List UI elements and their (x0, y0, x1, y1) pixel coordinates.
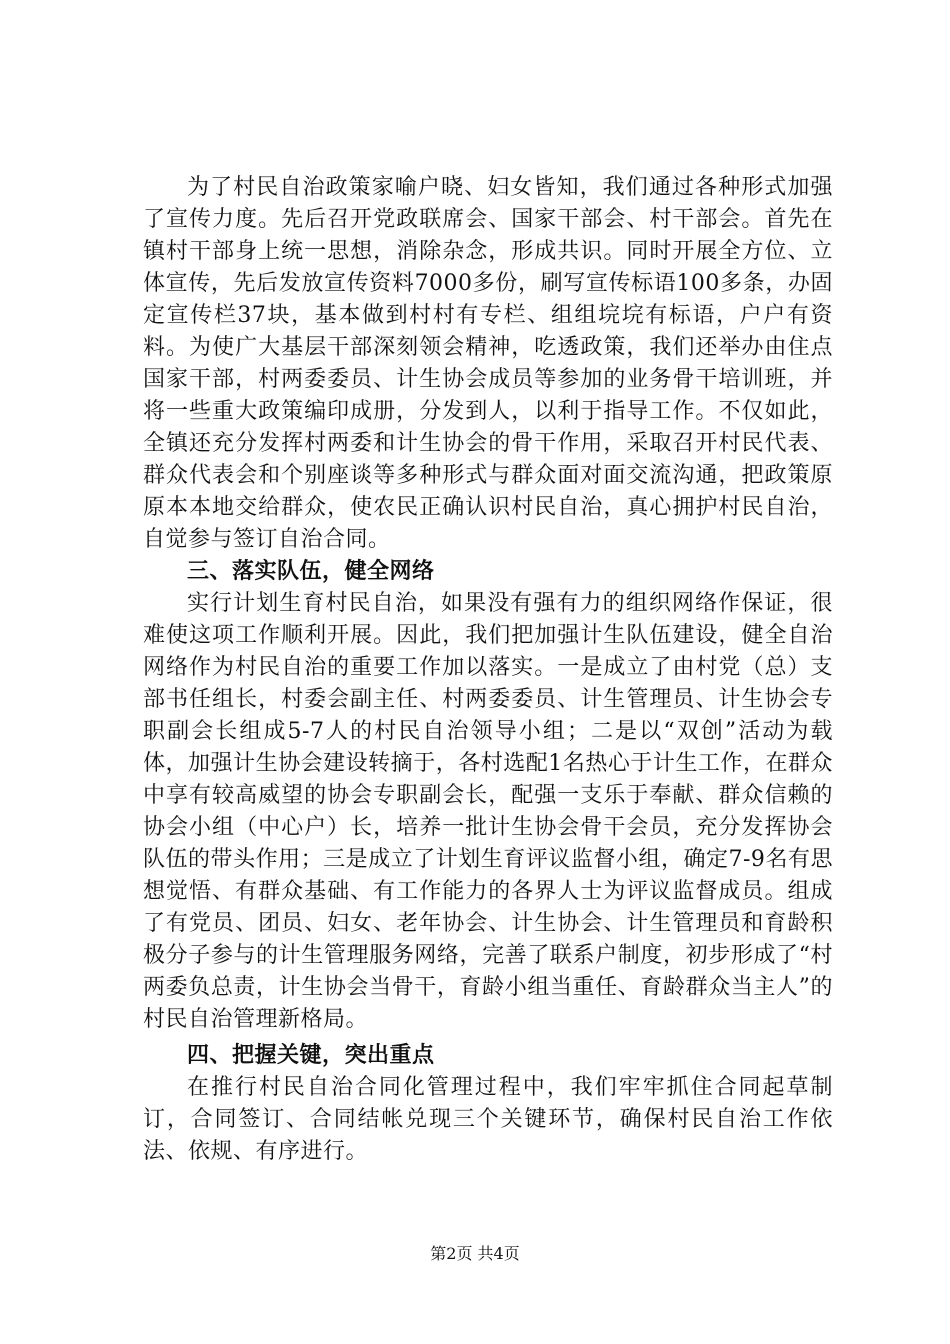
section-heading-4: 四、把握关键，突出重点 (187, 1043, 435, 1068)
section-heading-3: 三、落实队伍，健全网络 (187, 559, 435, 584)
paragraph-key-points: 在推行村民自治合同化管理过程中，我们牢牢抓住合同起草制订，合同签订、合同结帐兑现三个关键环节，确保村民自治工作依法、依规、有序进行。 (143, 1075, 833, 1164)
paragraph-team-network: 实行计划生育村民自治，如果没有强有力的组织网络作保证，很难使这项工作顺利开展。因此，我们把加强计生队伍建设，健全自治网络作为村民自治的重要工作加以落实。一是成立了由村党（总）支部书任组长，村委会副主任、村两委委员、计生管理员、计生协会专职副会长组成5-7人的村民自治领导小组；二是以“双创”活动为载体，加强计生协会建设转摘于，各村选配1名热心于计生工作，在群众中享有较高威望的协会专职副会长，配强一支乐于奉献、群众信赖的协会小组（中心户）长，培养一批计生协会骨干会员，充分发挥协会队伍的带头作用；三是成立了计划生育评议监督小组，确定7-9名有思想觉悟、有群众基础、有工作能力的各界人士为评议监督成员。组成了有党员、团员、妇女、老年协会、计生协会、计生管理员和育龄积极分子参与的计生管理服务网络，完善了联系户制度，初步形成了“村两委负总责，计生协会当骨干，育龄小组当重任、育龄群众当主人”的村民自治管理新格局。 (143, 591, 833, 1032)
page-number-footer: 第2页 共4页 (430, 1244, 520, 1263)
document-body (143, 172, 833, 1168)
paragraph-publicity: 为了村民自治政策家喻户晓、妇女皆知，我们通过各种形式加强了宣传力度。先后召开党政联席会、国家干部会、村干部会。首先在镇村干部身上统一思想，消除杂念，形成共识。同时开展全方位、立体宣传，先后发放宣传资料7000多份，刷写宣传标语100多条，办固定宣传栏37块，基本做到村村有专栏、组组垸垸有标语，户户有资料。为使广大基层干部深刻领会精神，吃透政策，我们还举办由住点国家干部，村两委委员、计生协会成员等参加的业务骨干培训班，并将一些重大政策编印成册，分发到人，以利于指导工作。不仅如此，全镇还充分发挥村两委和计生协会的骨干作用，采取召开村民代表、群众代表会和个别座谈等多种形式与群众面对面交流沟通，把政策原原本本地交给群众，使农民正确认识村民自治，真心拥护村民自治，自觉参与签订自治合同。 (143, 175, 833, 552)
